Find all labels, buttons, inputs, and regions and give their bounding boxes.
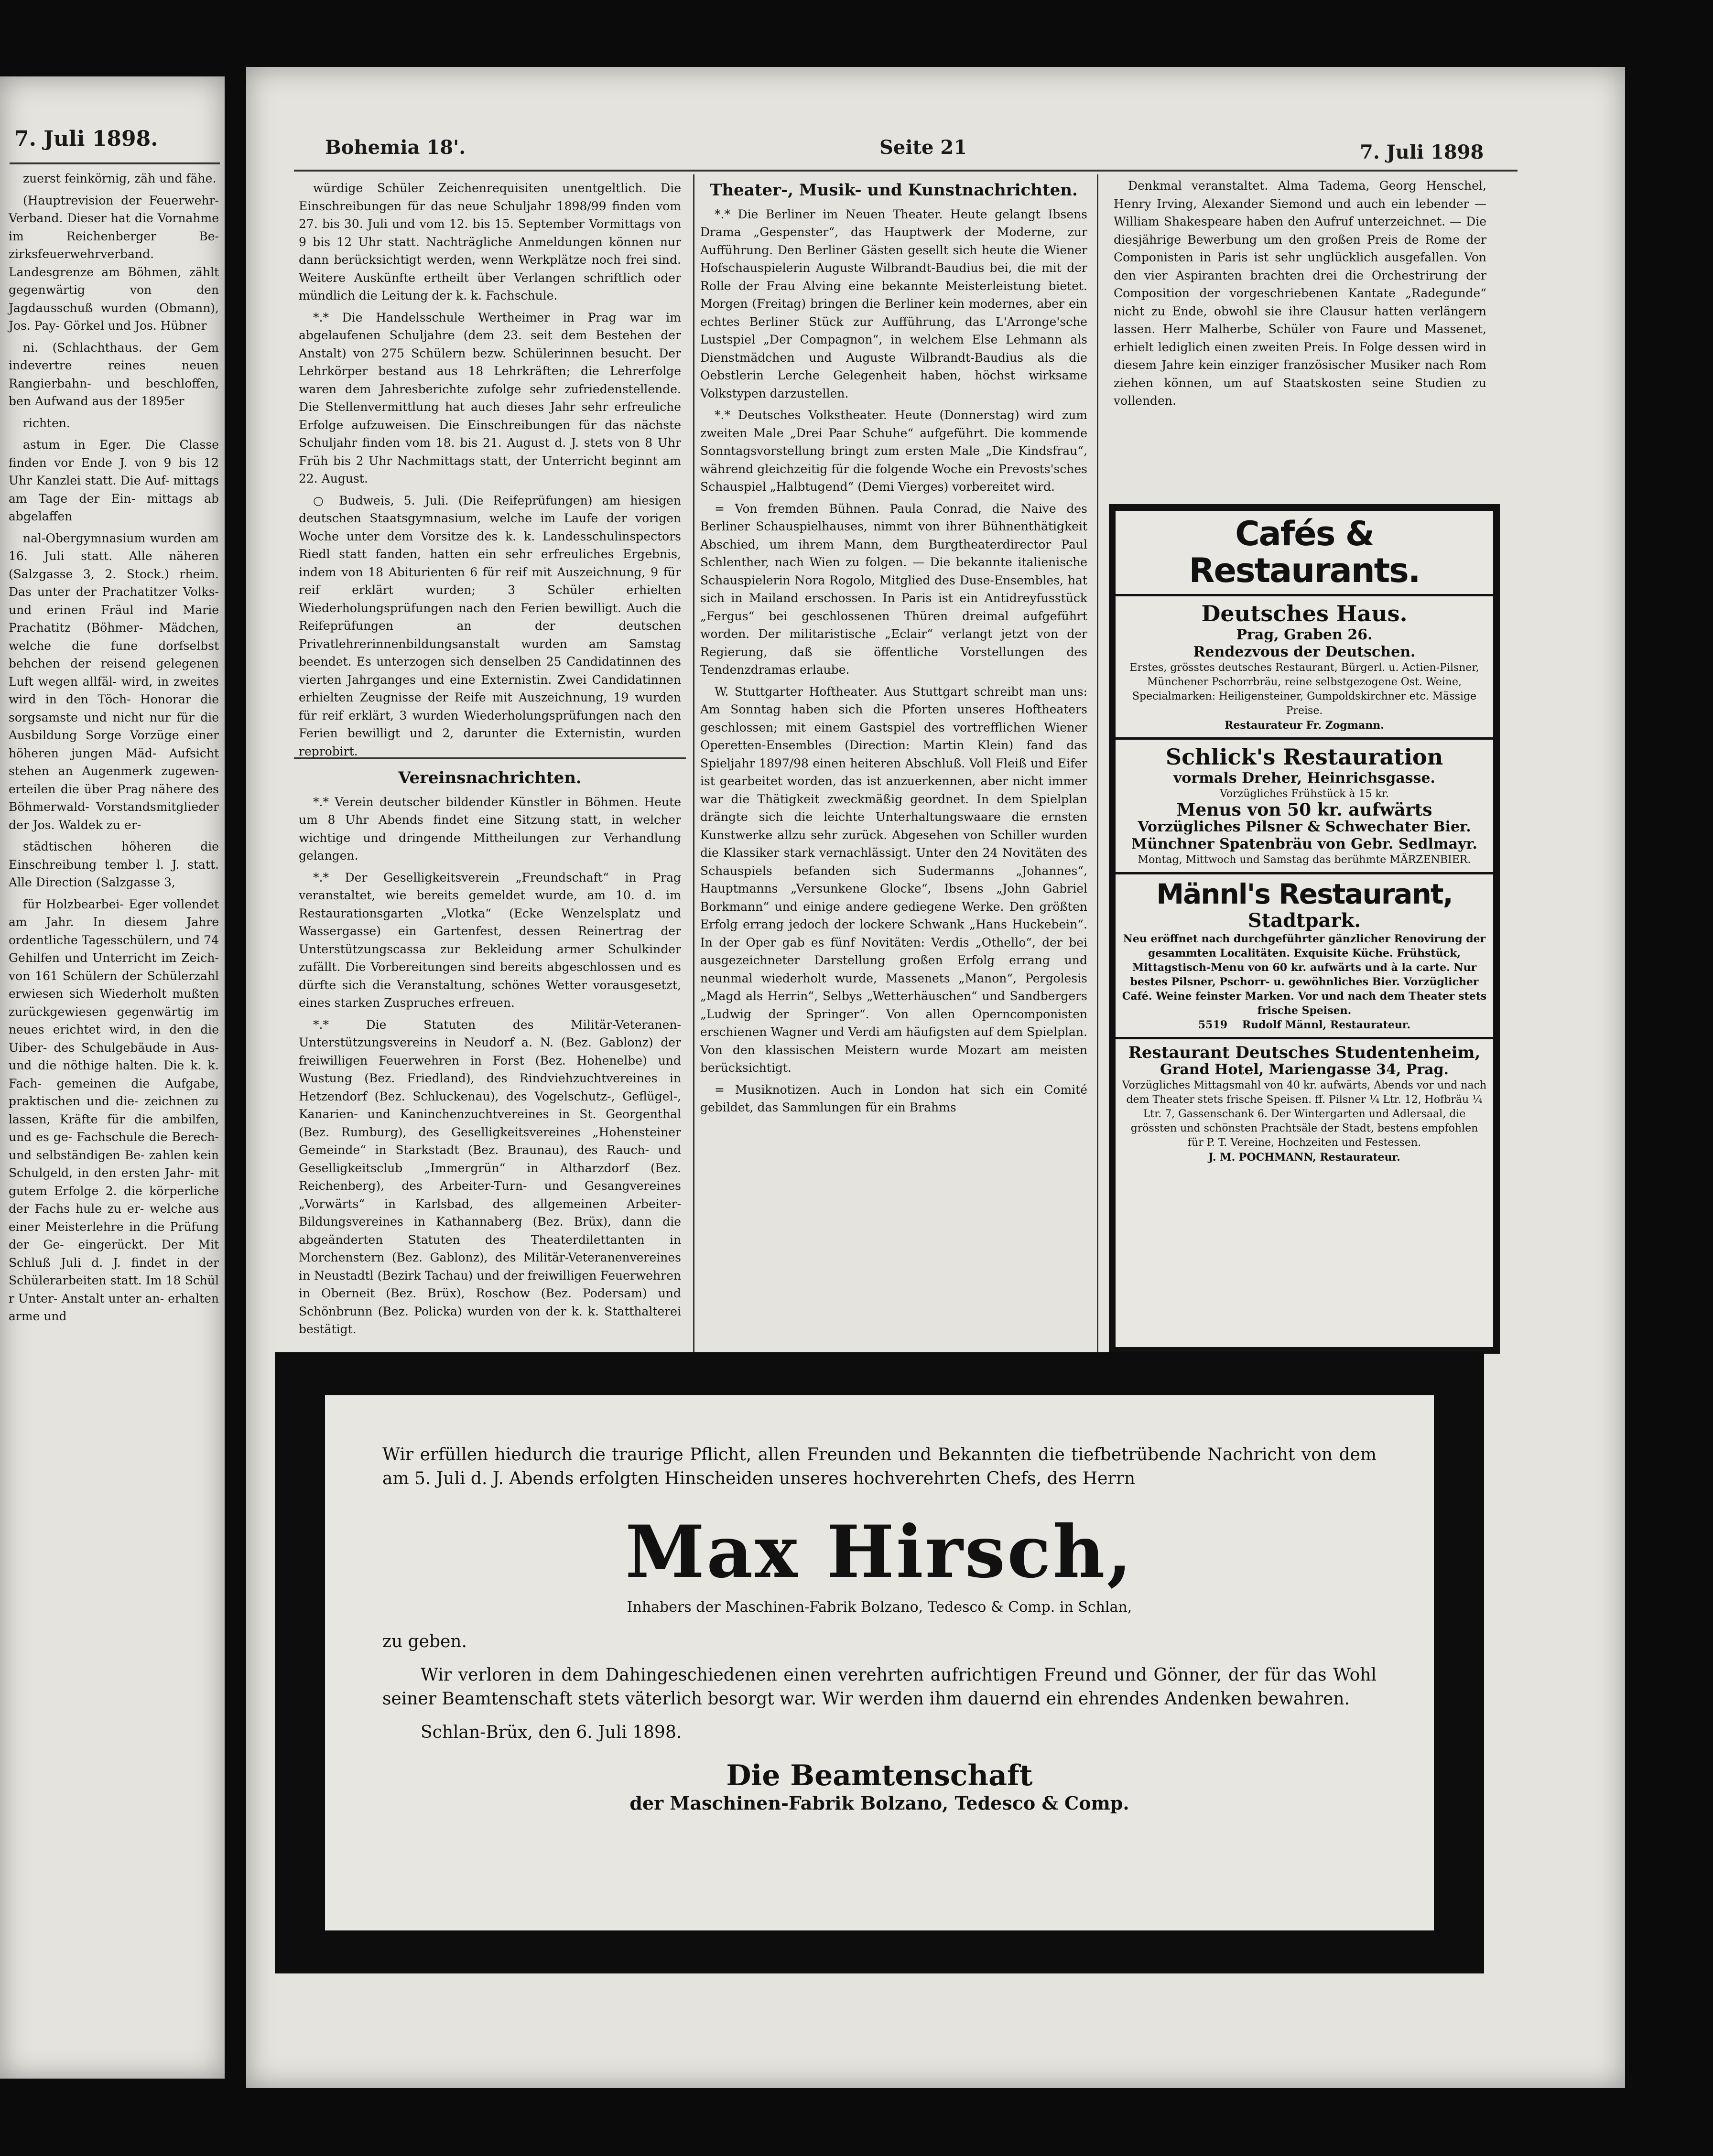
obituary-notice bbox=[325, 1395, 1434, 1930]
maennl-details: Neu eröffnet nach durchgeführter gänzlicher Renovirung der gesammten Localitäten. Exquisite Küche. Frühstück, Mittagstisch-Menu von 60 kr. aufwärts und à la carte. Nur bestes Pilsner, Pschorr- u. gewöhnliches Bier. Vorzüglicher Café. Weine feinster Marken. Vor und nach dem Theater stets frische Speisen. bbox=[1122, 932, 1487, 1017]
notice-signature-company: der Maschinen-Fabrik Bolzano, Tedesco & Comp. bbox=[629, 1792, 1129, 1814]
article-paragraph: Denkmal veranstaltet. Alma Tadema, Georg Henschel, Henry Irving, Alexander Siemond und auch ein lebender — William Shakespeare haben den Aufruf unterzeichnet. — Die diesjährige Bewerbung um den großen Preis de Rome der Componisten in Paris ist sehr unglücklich ausgefallen. Von den vier Aspiranten brachten drei die Orchestrirung der Composition der vorgeschriebenen Kantate „Radegunde“ nicht zu Ende, obwohl sie ihre Clausur hatten verlängern lassen. Herr Malherbe, Schüler von Faure und Massenet, erhielt lediglich einen zweiten Preis. In Folge dessen wird in diesem Jahre kein einziger französischer Musiker nach Rom ziehen können, um auf Staatskosten seine Studien zu vollenden. bbox=[1114, 179, 1486, 408]
deutsches-haus-owner: Restaurateur Fr. Zogmann. bbox=[1225, 719, 1384, 732]
left-page-paragraph: für Holzbearbei- Eger vollendet am Jahr. In diesem Jahre ordentliche Tagesschülern, und 74 Gehilfen und Unterricht im Zeich- von 161 Schülern der Schülerzahl erwiesen sich Wiederholt mußten zurückgewiesen gegenwärtig im neues erichtet wird, in den die Uiber- des Schulgebäude in Aus- und die nöthige halten. Die k. k. Fach- gemeinen die Aufgabe, praktischen und die- zeichnen zu lassen, Kräfte für die ambilfen, und es ge- Fachschule die Berech- und selbständigen Be- zahlen kein Schulgeld, in den ersten Jahr- mit gutem Erfolge 2. die körperliche der Fachs hule zu er- welche aus einer Meisterlehre in die Prüfung der Ge- eingerückt. Der Mit Schluß Juli d. J. findet in der Schülerarbeiten statt. Im 18 Schül r Unter- Anstalt unter an- erhalten arme und bbox=[9, 897, 219, 1323]
maennl-footer bbox=[1121, 1018, 1487, 1032]
deutsches-haus-address: Prag, Graben 26. bbox=[1236, 626, 1373, 643]
column-rule-1 bbox=[693, 174, 694, 1379]
notice-body: Wir verloren in dem Dahingeschiedenen einen verehrten aufrichtigen Freund und Gönner, der für das Wohl seiner Beamtenschaft stets väterlich besorgt war. Wir werden ihm dauernd ein ehrendes Andenken bewahren. bbox=[382, 1665, 1377, 1709]
studentenheim-details: Vorzügliches Mittagsmahl von 40 kr. aufwärts, Abends vor und nach dem Theater stets frische Speisen. ff. Pilsner ¼ Ltr. 12, Hofbräu ¼ Ltr. 7, Gassenschank 6. Der Wintergarten und Adlersaal, die grössten und schönsten Prachtsäle der Stadt, bestens empfohlen für P. T. Vereine, Hochzeiten und Festessen. bbox=[1122, 1079, 1487, 1149]
left-page-paragraph: richten. bbox=[23, 416, 70, 430]
studentenheim-name: Restaurant Deutsches Studentenheim, bbox=[1128, 1043, 1481, 1062]
left-page-paragraph: ni. (Schlachthaus. der Gem indevertre reines neuen Rangierbahn- und beschloffen, ben Aufwand aus der 1895er bbox=[9, 340, 219, 408]
schlick-menus: Menus von 50 kr. aufwärts bbox=[1176, 799, 1432, 820]
studentenheim-address: Grand Hotel, Mariengasse 34, Prag. bbox=[1160, 1061, 1449, 1078]
column-rule-2 bbox=[1097, 174, 1098, 1379]
deutsches-haus-tagline: Rendezvous der Deutschen. bbox=[1193, 643, 1416, 660]
deutsches-haus-details: Erstes, grösstes deutsches Restaurant, Bürgerl. u. Actien-Pilsner, Münchener Pschorrbräu, reine selbstgezogene Ost. Weine, Specialmarken: Heiligensteiner, Gumpoldskirchner etc. Mässige Preise. bbox=[1129, 661, 1479, 717]
notice-signature: Die Beamtenschaft bbox=[726, 1759, 1033, 1792]
header-rule bbox=[294, 170, 1518, 172]
notice-place-date: Schlan-Brüx, den 6. Juli 1898. bbox=[421, 1723, 682, 1742]
vereinsnachrichten-section bbox=[299, 765, 681, 1336]
schlick-muenchner: Münchner Spatenbräu von Gebr. Sedlmayr. bbox=[1131, 835, 1477, 852]
restaurant-ads-box bbox=[1109, 504, 1500, 1354]
maennl-name: Männl's Restaurant, bbox=[1156, 877, 1453, 910]
deutsches-haus-name: Deutsches Haus. bbox=[1201, 601, 1408, 626]
theater-paragraph: = Von fremden Bühnen. Paula Conrad, die Naive des Berliner Schauspielhauses, nimmt von ihrer Bühnenthätigkeit Abschied, um ihrem Mann, dem Burgtheaterdirector Paul Schlenther, nach Wien zu folgen. — Die bekannte italienische Schauspielerin Nora Rogolo, Mitglied des Duse-Ensembles, hat sich in Mailand erschossen. In Paris ist ein Antidreyfusstück „Fergus“ bei geschlossenen Thüren dreimal aufgeführt worden. Der militaristische „Eclair“ verlangt jetzt von der Regierung, daß sie öffentliche Vorstellungen des Tendenzdramas erlaube. bbox=[700, 501, 1087, 677]
vereinsnachrichten-heading: Vereinsnachrichten. bbox=[398, 768, 582, 787]
maennl-owner: Rudolf Männl, Restaurateur. bbox=[1242, 1018, 1411, 1031]
theater-paragraph: *.* Deutsches Volkstheater. Heute (Donnerstag) wird zum zweiten Male „Drei Paar Schuhe“ aufgeführt. Die kommende Sonntagsvorstellung bringt zum ersten Male „Die Kindsfrau“, während gleichzeitig für die folgende Woche ein Prevosts'sches Schauspiel „Halbtugend“ (Demi Vierges) vorbereitet wird. bbox=[700, 408, 1087, 494]
schlick-ad bbox=[1116, 740, 1493, 874]
studentenheim-owner: J. M. POCHMANN, Restaurateur. bbox=[1208, 1151, 1400, 1164]
theater-paragraph: = Musiknotizen. Auch in London hat sich ein Comité gebildet, das Sammlungen für ein Brahms bbox=[700, 1082, 1087, 1114]
maennl-place: Stadtpark. bbox=[1247, 909, 1361, 932]
vereins-paragraph: *.* Die Statuten des Militär-Veteranen-Unterstützungsvereins in Neudorf a. N. (Bez. Gablonz) der freiwilligen Feuerwehren in Forst (Bez. Hohenelbe) und Wustung (Bez. Friedland), des Rindviehzuchtvereines in Hetzendorf (Bez. Schluckenau), des Vogelschutz-, Geflügel-, Kanarien- und Kaninchenzuchtvereines in St. Georgenthal (Bez. Rumburg), des Geselligkeitsvereines „Hohensteiner Gemeinde“ in Starkstadt (Bez. Braunau), des Rauch- und Geselligkeitsclub „Immergrün“ in Altharzdorf (Bez. Reichenberg), des Arbeiter-Turn- und Gesangvereines „Vorwärts“ in Karlsbad, des allgemeinen Arbeiter-Bildungsvereines in Kathannaberg (Bez. Brüx), dann die abgeänderten Statuten des Theaterdilettanten in Morchenstern (Bez. Gablonz), des Militär-Veteranenvereines in Neustadtl (Bezirk Tachau) und der freiwilligen Feuerwehren in Oberneit (Bez. Brüx), Roschow (Bez. Podersam) und Schönbrunn (Bez. Policka) wurden von der k. k. Statthalterei bestätigt. bbox=[299, 1017, 681, 1336]
article-column-2 bbox=[700, 177, 1087, 1338]
obituary-notice-border bbox=[275, 1352, 1484, 1973]
vereins-paragraph: *.* Verein deutscher bildender Künstler in Böhmen. Heute um 8 Uhr Abends findet eine Sitzung statt, in welcher wichtige und dringende Mittheilungen zur Verhandlung gelangen. bbox=[299, 795, 681, 862]
cafes-restaurants-ad bbox=[1116, 511, 1493, 596]
left-page-column bbox=[9, 170, 219, 2062]
notice-zu-geben: zu geben. bbox=[382, 1632, 467, 1651]
left-page-paragraph: nal-Obergymnasium wurden am 16. Juli statt. Alle näheren (Salzgasse 3, 2. Stock.) rheim. Das unter der Prachatitzer Volks- und erinen Fräul ind Marie Prachatitz (Böhmer- Mädchen, welche die fune dorfselbst behchen der reisend gelegenen Luft wegen allfäl- wird, in zweites wird in den Töch- Honorar die sorgsamste und nicht nur für die Ausbildung Sorge Vorzüge einer höheren jungen Mäd- Aufsicht stehen an Augenmerk zugewen- erteilen die über Prag nähere des Böhmerwald- Vorstandsmitglieder der Jos. Waldek zu er- bbox=[9, 531, 219, 832]
notice-intro: Wir erfüllen hiedurch die traurige Pflicht, allen Freunden und Bekannten die tiefbetrübende Nachricht von dem am 5. Juli d. J. Abends erfolgten Hinscheiden unseres hochverehrten Chefs, des Herrn bbox=[382, 1445, 1377, 1488]
cafes-title: Cafés & Restaurants. bbox=[1189, 514, 1420, 590]
left-header-rule bbox=[10, 162, 220, 164]
article-paragraph: ○ Budweis, 5. Juli. (Die Reifeprüfungen) am hiesigen deutschen Staatsgymnasium, welche im Laufe der vorigen Woche unter dem Vorsitze des k. k. Landesschulinspectors Riedl statt fanden, hatten ein sehr erfreuliches Ergebnis, indem von 18 Abiturienten 6 für reif mit Auszeichnung, 9 für reif erklärt wurden; 3 Schüler erhielten Wiederholungsprüfungen nach den Ferien bewilligt. Auch die Reifeprüfungen an der deutschen Privatlehrerinnenbildungsanstalt wurden am Samstag beendet. Es unterzogen sich denselben 25 Candidatinnen des vierten Jahrganges und eine Externistin. Zwei Candidatinnen erhielten Zeugnisse der Reife mit Auszeichnung, 19 wurden für reif erklärt, 3 wurden Wiederholungsprüfungen nach den Ferien bewilligt und 2, darunter die Externistin, wurden reprobirt. bbox=[299, 493, 681, 758]
schlick-maerzen: Montag, Mittwoch und Samstag das berühmte MÄRZENBIER. bbox=[1138, 853, 1471, 866]
maennl-number: 5519 bbox=[1198, 1018, 1228, 1031]
article-column-1 bbox=[299, 179, 681, 758]
left-page-paragraph: zuerst feinkörnig, zäh und fähe. bbox=[23, 172, 217, 185]
maennl-ad bbox=[1116, 874, 1493, 1039]
left-page-fragment bbox=[0, 76, 225, 2079]
left-page-header: 7. Juli 1898. bbox=[14, 127, 158, 151]
header-date: 7. Juli 1898 bbox=[1360, 141, 1484, 163]
article-paragraph: würdige Schüler Zeichenrequisiten unentgeltlich. Die Einschreibungen für das neue Schuljahr 1898/99 finden vom 27. bis 30. Juli und vom 12. bis 15. September Vormittags von 9 bis 12 Uhr statt. Nachträgliche Anmeldungen können nur dann berücksichtigt werden, wenn Werkplätze noch frei sind. Weitere Auskünfte ertheilt über Verlangen schriftlich oder mündlich die Leitung der k. k. Fachschule. bbox=[299, 181, 681, 302]
notice-deceased-name: Max Hirsch, bbox=[625, 1510, 1134, 1594]
schlick-name: Schlick's Restauration bbox=[1165, 744, 1443, 770]
theater-heading: Theater-, Musik- und Kunstnachrichten. bbox=[710, 181, 1078, 200]
studentenheim-ad bbox=[1116, 1039, 1493, 1169]
deutsches-haus-ad bbox=[1116, 596, 1493, 740]
left-page-paragraph: städtischen höheren die Einschreibung tember l. J. statt. Alle Direction (Salzgasse 3, bbox=[9, 840, 219, 889]
header-publication: Bohemia 18'. bbox=[325, 136, 466, 159]
theater-paragraph: *.* Die Berliner im Neuen Theater. Heute gelangt Ibsens Drama „Gespenster“, das Hauptwerk der Moderne, zur Aufführung. Den Berliner Gästen gesellt sich heute die Wiener Hofschauspielerin Auguste Wilbrandt-Baudius bei, die mit der Rolle der Frau Alving eine bekannte Meisterleistung bietet. Morgen (Freitag) bringen die Berliner kein modernes, aber ein echtes Berliner Stück zur Aufführung, das L'Arronge'sche Lustspiel „Der Compagnon“, in welchem Else Lehmann als Dienstmädchen und Auguste Wilbrandt-Baudius als die Oebstlerin Lerche Gelegenheit haben, höchst wirksame Volkstypen darzustellen. bbox=[700, 207, 1087, 400]
header-page-number: Seite 21 bbox=[879, 136, 967, 159]
schlick-address: vormals Dreher, Heinrichsgasse. bbox=[1173, 769, 1435, 787]
vereins-paragraph: *.* Der Geselligkeitsverein „Freundschaft“ in Prag veranstaltet, wie bereits gemeldet wurde, am 10. d. im Restaurationsgarten „Vlotka“ (Ecke Wenzelsplatz und Wassergasse) ein Gartenfest, dessen Reinertrag der Unterstützungscassa zur Bekleidung armer Schulkinder zufällt. Die Vorbereitungen sind bereits abgeschlossen und es dürfte sich die Veranstaltung, schönes Wetter vorausgesetzt, eines starken Zuspruches erfreuen. bbox=[299, 870, 681, 1010]
left-page-paragraph: astum in Eger. Die Classe finden vor Ende J. von 9 bis 12 Uhr Kanzlei statt. Die Auf- mittags am Tage der Ein- mittags ab abgelaffen bbox=[9, 438, 219, 523]
theater-paragraph: W. Stuttgarter Hoftheater. Aus Stuttgart schreibt man uns: Am Sonntag haben sich die Pforten unseres Hoftheaters geschlossen; mit einem Gastspiel des vortrefflichen Wiener Operetten-Ensembles (Direction: Martin Klein) fand das Spieljahr 1897/98 einen heiteren Abschluß. Voll Fleiß und Eifer ist gearbeitet worden, das ist anzuerkennen, aber nicht immer war die Thätigkeit zweckmäßig geordnet. In dem Spielplan drängte sich die leichte Unterhaltungswaare die ernsten Kunstwerke allzu sehr zurück. Abgesehen von Schiller wurden die Klassiker stark vernachlässigt. Unter den 24 Novitäten des Schauspiels befanden sich Sudermanns „Johannes“, Hauptmanns „Versunkene Glocke“, Ibsens „John Gabriel Borkmann“ und einige andere gediegene Werke. Den größten Erfolg errang jedoch der lockere Schwank „Hans Huckebein“. In der Oper gab es fünf Novitäten: Verdis „Othello“, der bei ausgezeichneter Darstellung großen Erfolg errang und neunmal wiederholt wurde, Massenets „Manon“, Pergolesis „Magd als Herrin“, Selbys „Wetterhäuschen“ und Sandbergers „Ludwig der Springer“. Von allen Operncomponisten erschienen Wagner und Verdi am häufigsten auf dem Spielplan. Von den klassischen Meistern wurde Mozart am meisten berücksichtigt. bbox=[700, 684, 1087, 1075]
article-column-3 bbox=[1114, 177, 1486, 483]
article-paragraph: *.* Die Handelsschule Wertheimer in Prag war im abgelaufenen Schuljahre (dem 23. seit dem Bestehen der Anstalt) von 275 Schülern bezw. Schülerinnen besucht. Der Lehrkörper bestand aus 18 Lehrkräften; die Lehrerfolge waren dem Jahresberichte zufolge sehr zufriedenstellende. Die Stellenvermittlung hat auch dieses Jahr sehr erfreuliche Erfolge aufzuweisen. Die Einschreibungen für das nächste Schuljahr finden vom 18. bis 21. August d. J. stets von 8 Uhr Früh bis 2 Uhr Nachmittags statt, der Unterricht beginnt am 22. August. bbox=[299, 310, 681, 485]
left-page-paragraph: (Hauptrevision der Feuerwehr-Verband. Dieser hat die Vornahme im Reichenberger Be- zirksfeuerwehrverband. Landesgrenze am Böhmen, zählt gegenwärtig von den Jagdausschuß wurden (Obmann), Jos. Pay- Görkel und Jos. Hübner bbox=[9, 193, 219, 333]
notice-subtitle: Inhabers der Maschinen-Fabrik Bolzano, Tedesco & Comp. in Schlan, bbox=[627, 1599, 1132, 1616]
schlick-fruehstueck: Vorzügliches Frühstück à 15 kr. bbox=[1220, 787, 1389, 800]
schlick-bier: Vorzügliches Pilsner & Schwechater Bier. bbox=[1138, 818, 1471, 835]
